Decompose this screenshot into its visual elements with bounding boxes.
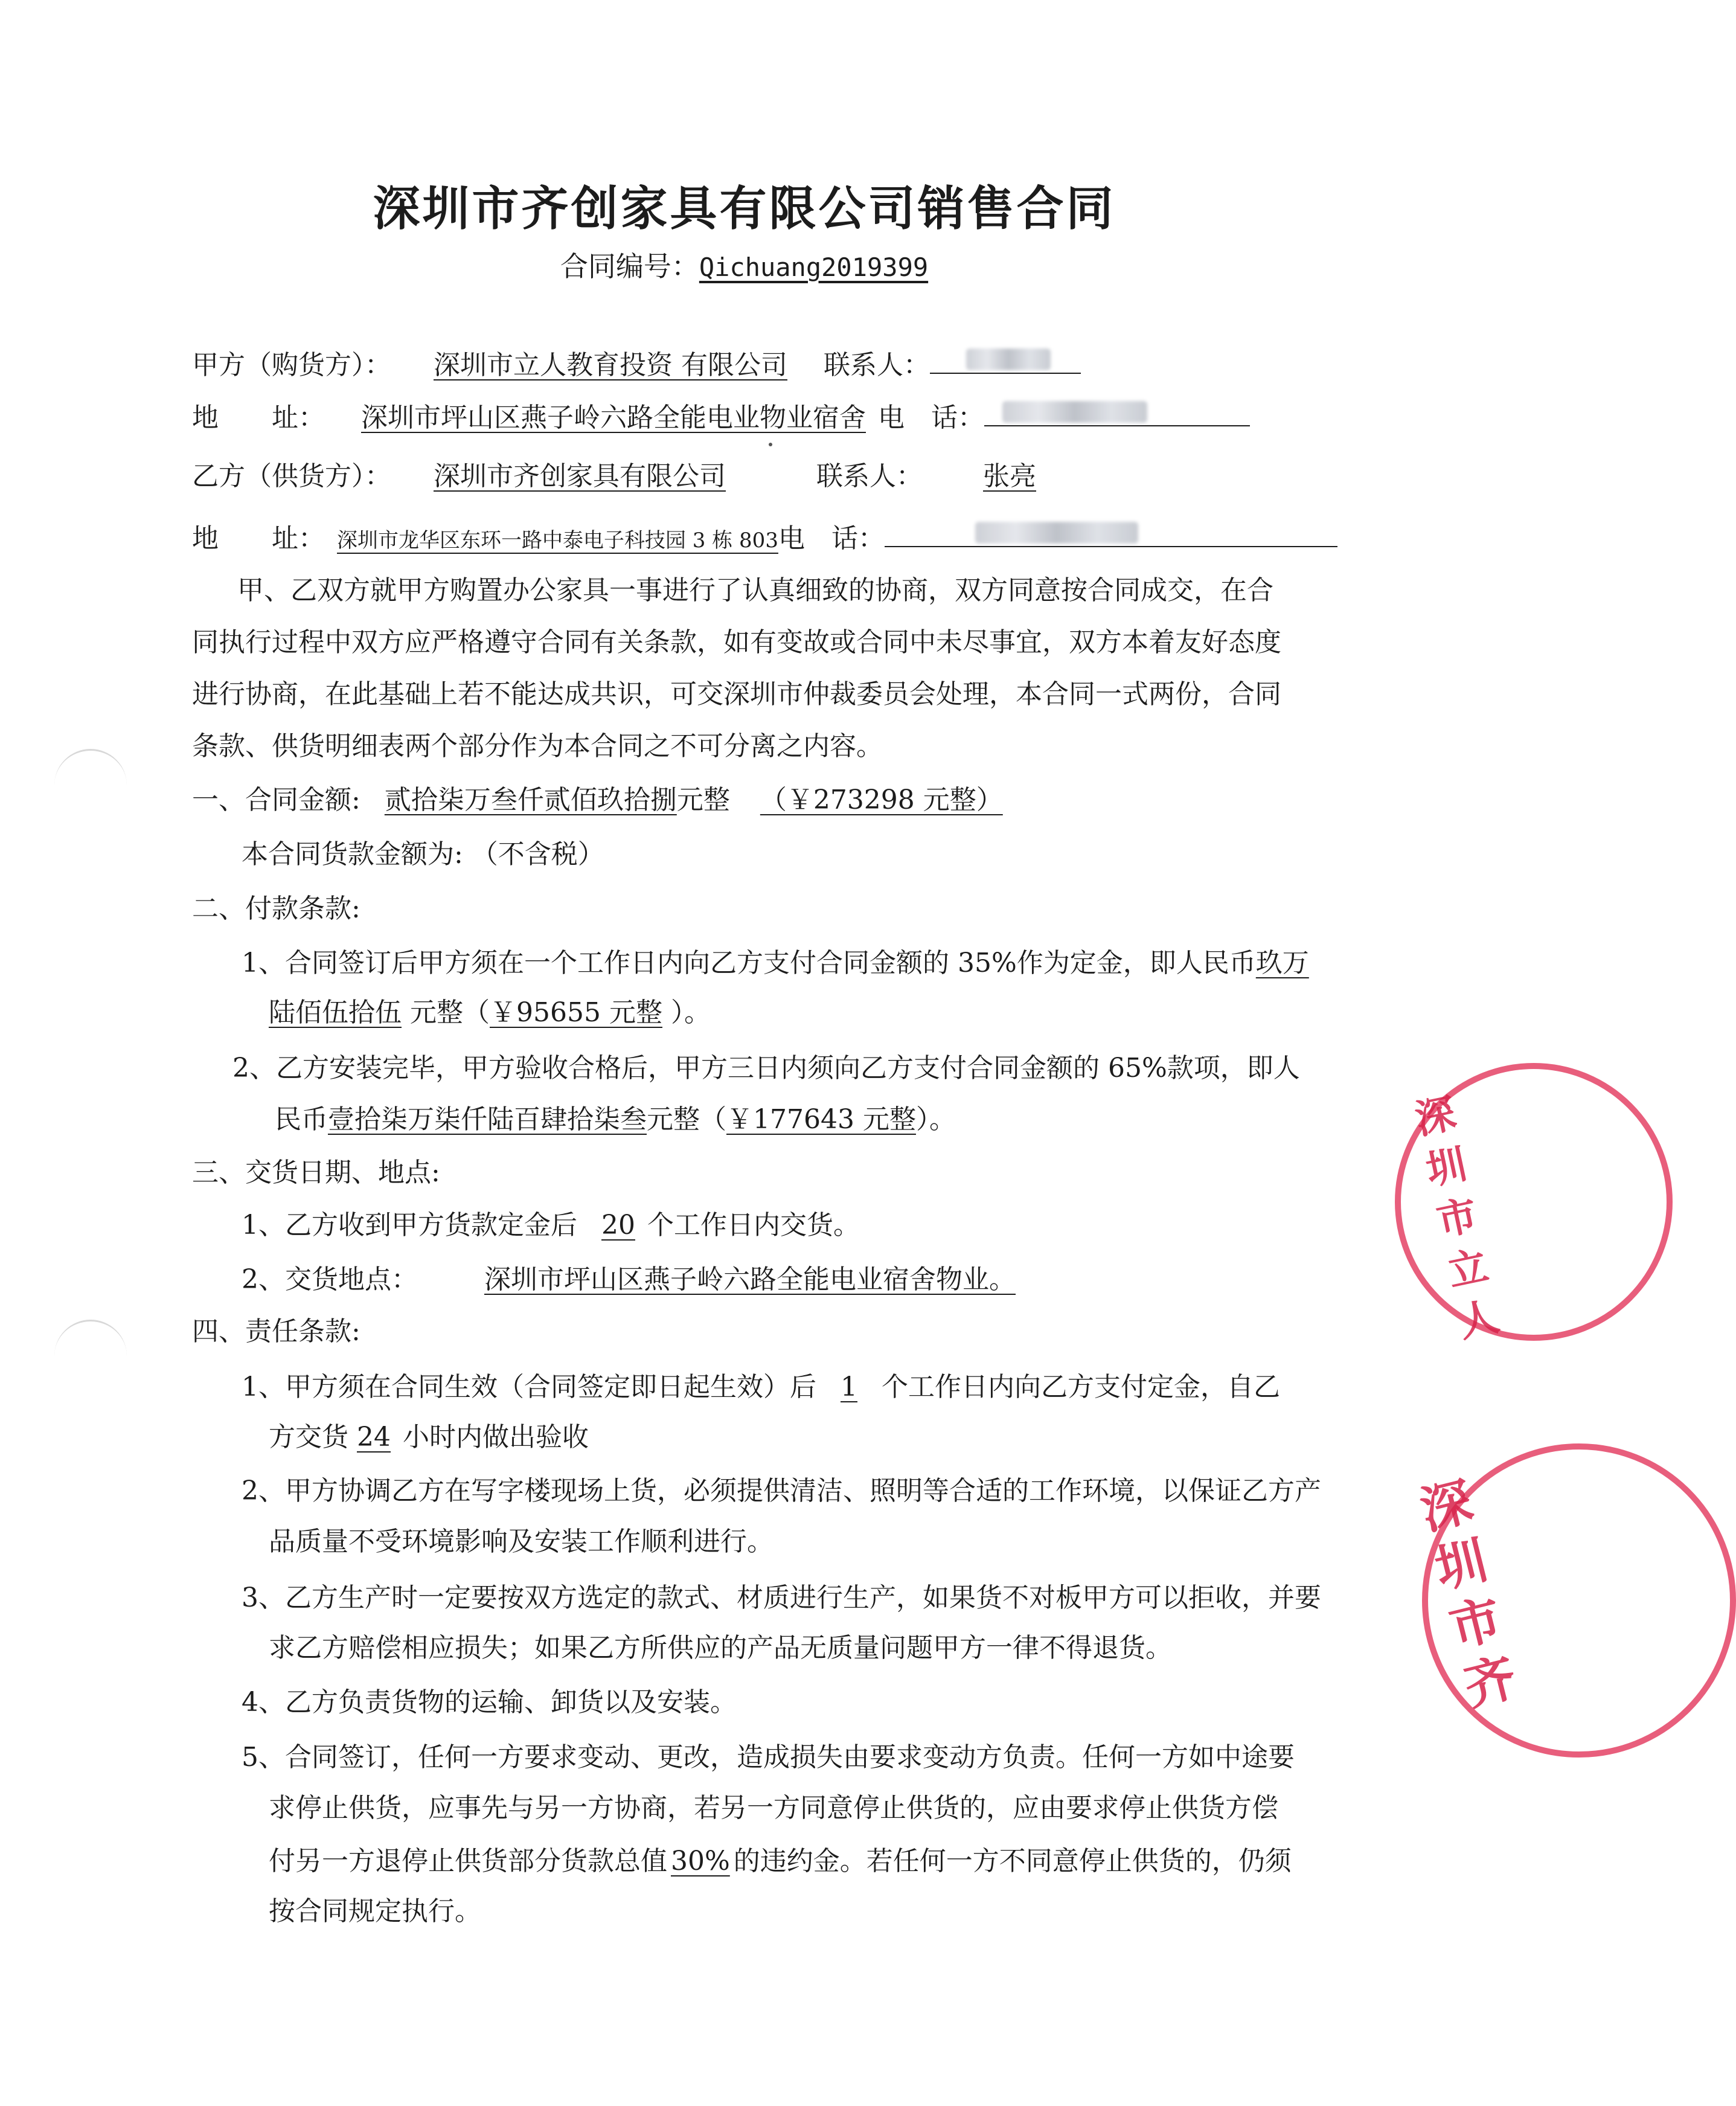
payment-item-1-line-2: [269, 987, 711, 1038]
section-2-heading: 二、付款条款:: [192, 893, 360, 924]
party-b-address: 深圳市龙华区东环一路中泰电子科技园 3 栋 803: [337, 528, 778, 553]
amount-unit: 元整: [676, 785, 730, 815]
party-a-address-label: 地 址：: [192, 402, 325, 433]
delivery-days-text: 1、乙方收到甲方货款定金后: [242, 1210, 577, 1241]
payment-item-1-line-1: [242, 938, 1309, 989]
liability-item-1-line-1: [242, 1362, 1280, 1413]
liability-item-3-line-1: 3、乙方生产时一定要按双方选定的款式、材质进行生产，如果货不对板甲方可以拒收，并要: [242, 1582, 1321, 1613]
section-1-note: 本合同货款金额为: （不含税）: [242, 839, 604, 870]
liability-1-text-d: 小时内做出验收: [403, 1422, 589, 1453]
delivery-place-label: 2、交货地点：: [242, 1264, 418, 1295]
party-a-label: 甲方（购货方）：: [192, 350, 391, 380]
balance-unit: 元整（: [647, 1104, 726, 1135]
section-1-amount: [192, 775, 1003, 826]
intro-line-2: 同执行过程中双方应严格遵守合同有关条款，如有变故或合同中未尽事宜，双方本着友好态度: [192, 627, 1281, 658]
intro-line-4: 条款、供货明细表两个部分作为本合同之不可分离之内容。: [192, 731, 883, 762]
party-b-contact: 张亮: [983, 461, 1036, 492]
balance-words: 壹拾柒万柒仟陆百肆拾柒叁: [328, 1104, 647, 1135]
deposit-unit: 元整（: [402, 997, 490, 1028]
party-a-phone-redacted: [984, 397, 1250, 426]
party-b-phone-redacted: [885, 518, 1337, 547]
amount-in-figures: （￥273298 元整）: [760, 785, 1003, 815]
party-b-line: [192, 454, 1320, 493]
party-b-label: 乙方（供货方）：: [192, 461, 391, 492]
party-a-address-line: [192, 396, 1250, 434]
balance-figures: ￥177643 元整: [726, 1104, 916, 1135]
liability-1-text-c: 方交货: [269, 1422, 348, 1453]
liability-1-days: 1: [841, 1372, 857, 1402]
deposit-words-b: 陆佰伍拾伍: [269, 997, 402, 1028]
party-b-address-line: [192, 516, 1337, 555]
seal-text-party-b: 深圳市齐: [1414, 1471, 1522, 1717]
party-b-contact-label: 联系人：: [816, 461, 923, 492]
scan-speck: [769, 443, 772, 446]
amount-in-words: 贰拾柒万叁仟贰佰玖拾捌: [384, 785, 677, 815]
liability-item-5-line-4: 按合同规定执行。: [269, 1896, 481, 1927]
party-a-contact-label: 联系人：: [824, 350, 930, 380]
section-1-heading: 一、合同金额:: [192, 785, 360, 815]
party-a-name: 深圳市立人教育投资 有限公司: [434, 350, 787, 380]
balance-close: ）。: [915, 1104, 956, 1135]
liability-5-text-c: 付另一方退停止供货部分货款总值: [269, 1846, 667, 1876]
liability-item-4: 4、乙方负责货物的运输、卸货以及安装。: [242, 1687, 737, 1718]
party-a-phone-label: 电 话：: [878, 402, 984, 433]
contract-number-label: 合同编号：: [560, 250, 699, 283]
contract-number: [0, 245, 1488, 284]
liability-item-5-line-2: 求停止供货，应事先与另一方协商，若另一方同意停止供货的，应由要求停止供货方偿: [269, 1793, 1278, 1823]
deposit-words-a: 玖万: [1255, 948, 1309, 978]
payment-item-2-line-1: 2、乙方安装完毕，甲方验收合格后，甲方三日内须向乙方支付合同金额的 65%款项，即人: [232, 1053, 1300, 1083]
delivery-item-1: [242, 1200, 860, 1251]
section-3-heading: 三、交货日期、地点:: [192, 1157, 440, 1188]
scan-margin-mark: [54, 749, 127, 787]
party-a-address: 深圳市坪山区燕子岭六路全能电业物业宿舍: [361, 402, 866, 433]
liability-item-1-line-2: [269, 1412, 589, 1463]
payment-item-1-text: 1、合同签订后甲方须在一个工作日内向乙方支付合同金额的 35%作为定金，即人民币: [242, 948, 1256, 978]
intro-line-1: 甲、乙双方就甲方购置办公家具一事进行了认真细致的协商，双方同意按合同成交，在合: [237, 575, 1273, 606]
liability-5-text-d: 的违约金。若任何一方不同意停止供货的，仍须: [733, 1846, 1292, 1876]
liability-1-text-b: 个工作日内向乙方支付定金，自乙: [882, 1372, 1280, 1402]
party-b-address-label: 地 址：: [192, 523, 325, 554]
seal-text-party-a: 深圳市立人: [1411, 1089, 1504, 1347]
liability-item-5-line-3: [269, 1836, 1292, 1887]
deposit-close: ）。: [662, 997, 711, 1028]
balance-prefix: 民币: [275, 1104, 328, 1135]
liability-1-text: 1、甲方须在合同生效（合同签定即日起生效）后: [242, 1372, 816, 1402]
liability-item-2-line-2: 品质量不受环境影响及安装工作顺利进行。: [269, 1526, 774, 1557]
penalty-percent: 30%: [671, 1846, 730, 1876]
party-b-phone-label: 电 话：: [778, 523, 885, 554]
liability-item-2-line-1: 2、甲方协调乙方在写字楼现场上货，必须提供清洁、照明等合适的工作环境，以保证乙方产: [242, 1475, 1321, 1506]
party-a-line: [192, 343, 1081, 382]
party-a-contact-redacted: [930, 345, 1081, 374]
liability-item-5-line-1: 5、合同签订，任何一方要求变动、更改，造成损失由要求变动方负责。任何一方如中途要: [242, 1742, 1295, 1773]
contract-number-value: Qichuang2019399: [699, 252, 929, 282]
delivery-days-unit: 个工作日内交货。: [647, 1210, 860, 1241]
party-b-name: 深圳市齐创家具有限公司: [434, 461, 726, 492]
intro-line-3: 进行协商，在此基础上若不能达成共识，可交深圳市仲裁委员会处理，本合同一式两份，合同: [192, 679, 1281, 710]
delivery-days: 20: [601, 1210, 635, 1241]
section-4-heading: 四、责任条款:: [192, 1316, 360, 1347]
deposit-figures: ￥95655 元整: [490, 997, 662, 1028]
acceptance-hours: 24: [357, 1422, 391, 1453]
delivery-item-2: [242, 1254, 1040, 1305]
contract-title: 深圳市齐创家具有限公司销售合同: [373, 182, 1116, 236]
payment-item-2-line-2: [275, 1094, 956, 1145]
scan-margin-mark: [54, 1320, 127, 1358]
liability-item-3-line-2: 求乙方赔偿相应损失；如果乙方所供应的产品无质量问题甲方一律不得退货。: [269, 1632, 1172, 1663]
delivery-place: 深圳市坪山区燕子岭六路全能电业宿舍物业。: [484, 1264, 1016, 1295]
